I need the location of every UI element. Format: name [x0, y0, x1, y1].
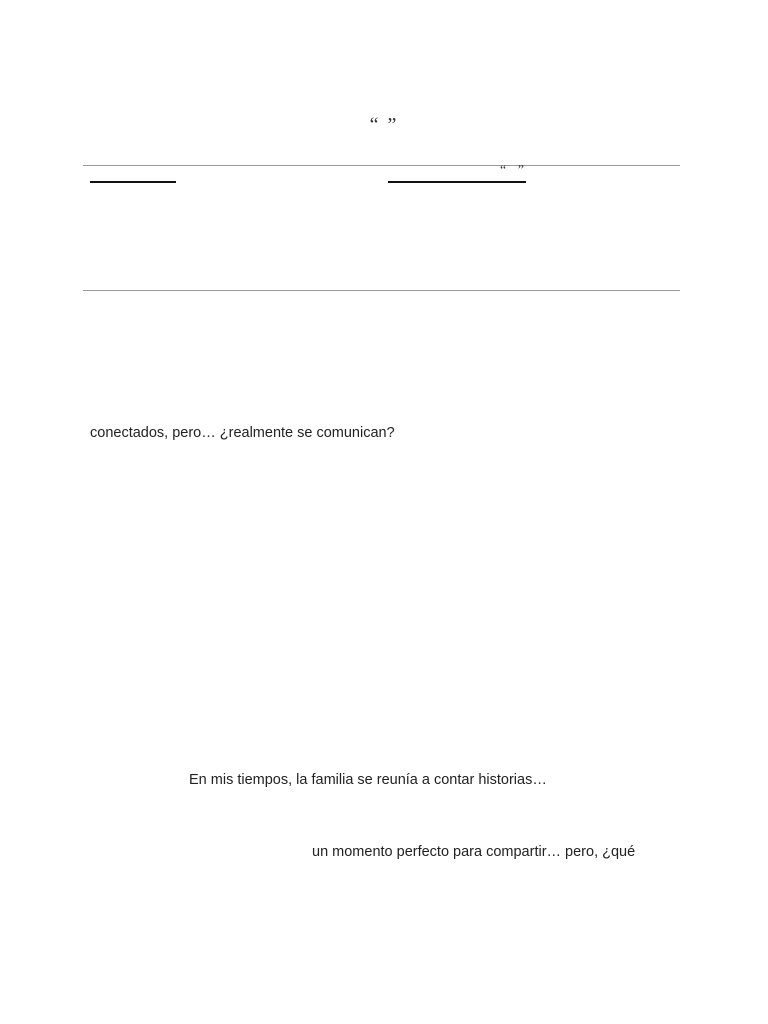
body-text-line: un momento perfecto para compartir… pero, ¿qué — [312, 844, 636, 860]
small-quote-marks: “ ” — [500, 163, 528, 178]
body-text-line: conectados, pero… ¿realmente se comunican? — [90, 425, 395, 441]
right-underline-field — [388, 181, 526, 183]
bottom-divider — [83, 290, 680, 291]
body-text-line: En mis tiempos, la familia se reunía a contar historias… — [189, 772, 547, 788]
left-underline-field — [90, 181, 176, 183]
title-quote-marks: “ ” — [369, 114, 399, 136]
top-divider — [83, 165, 680, 166]
